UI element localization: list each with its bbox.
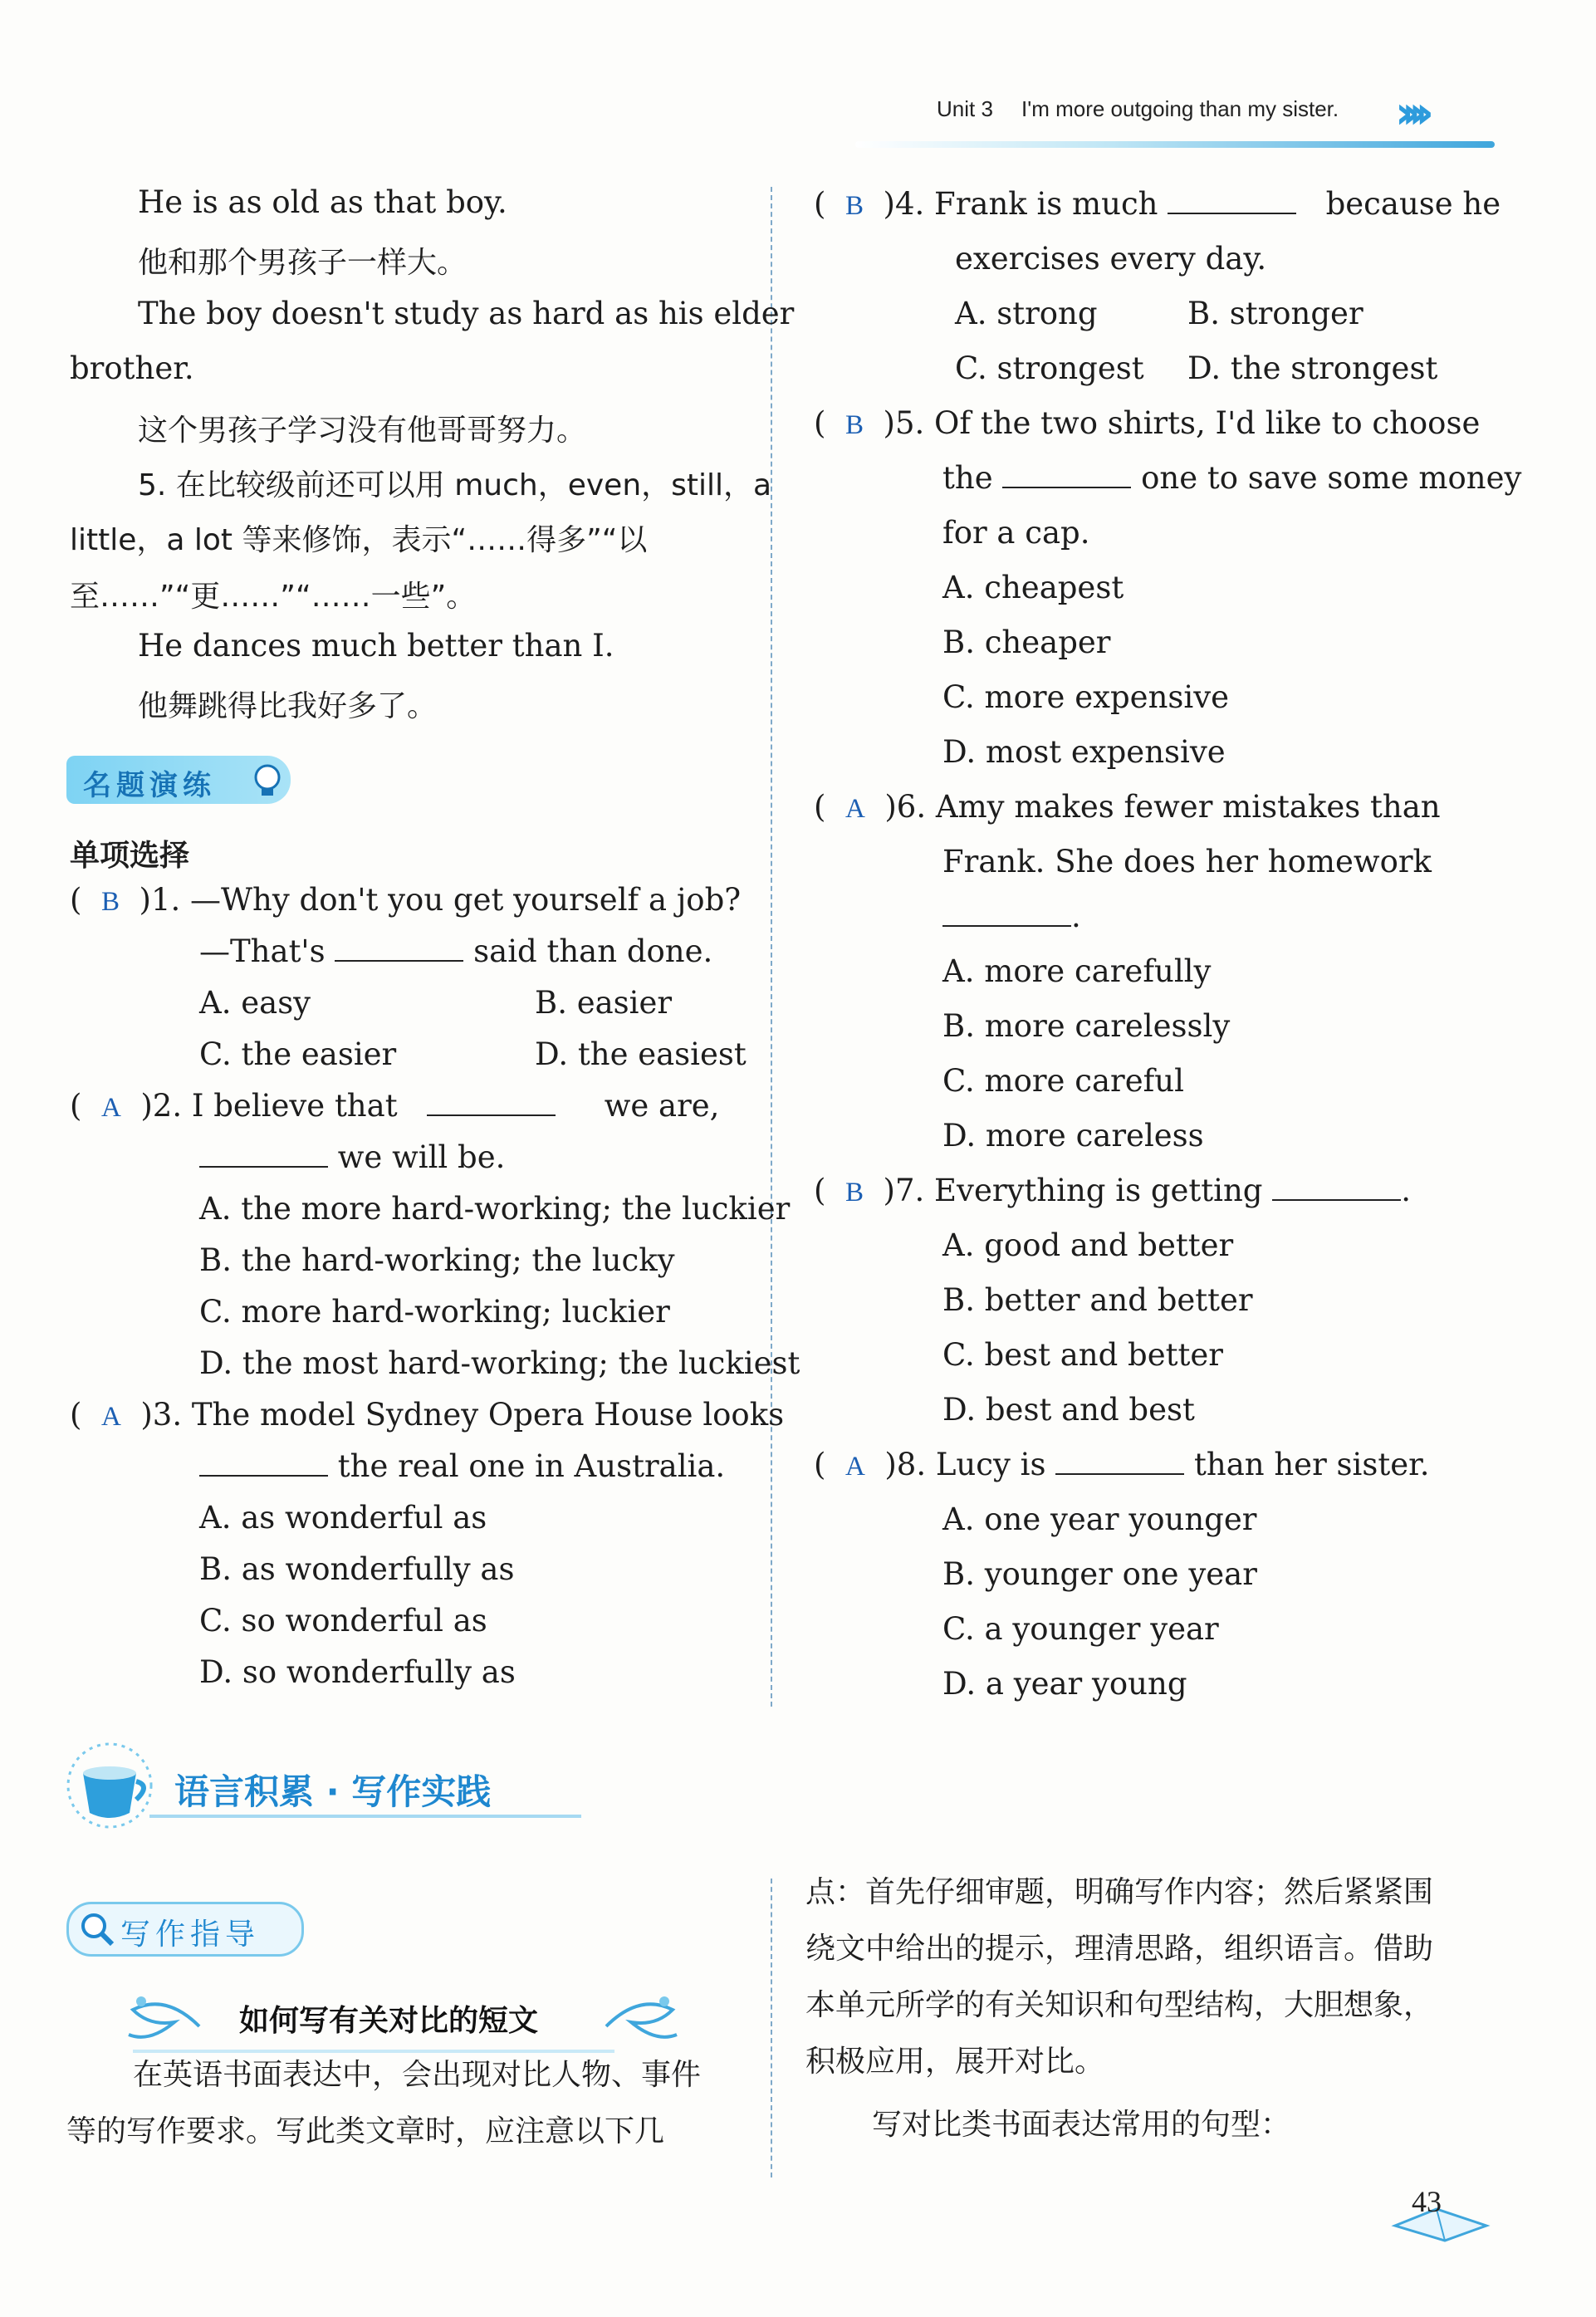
option-4d[interactable]: D. the strongest	[1187, 350, 1438, 386]
option-1b[interactable]: B. easier	[535, 985, 673, 1021]
option-6a[interactable]: A. more carefully	[942, 953, 1212, 989]
question-4: ( B )4. Frank is much because he	[814, 186, 1501, 222]
question-6-line3: .	[942, 899, 1081, 935]
question-6: ( A )6. Amy makes fewer mistakes than	[814, 789, 1441, 825]
option-4a[interactable]: A. strong	[955, 296, 1098, 331]
option-7c[interactable]: C. best and better	[942, 1337, 1223, 1373]
option-2c[interactable]: C. more hard-working; luckier	[199, 1294, 670, 1330]
magnifier-icon	[77, 1909, 115, 1947]
left-flourish-icon	[116, 1977, 208, 2051]
question-8: ( A )8. Lucy is than her sister.	[814, 1447, 1430, 1482]
writing-right-line3: 本单元所学的有关知识和句型结构，大胆想象，	[805, 1988, 1434, 2022]
option-8d[interactable]: D. a year young	[942, 1666, 1187, 1702]
answer-8: A	[845, 1452, 865, 1482]
page-number: 43	[1412, 2185, 1442, 2218]
question-1-line2: —That's said than done.	[199, 933, 713, 969]
option-5b[interactable]: B. cheaper	[942, 625, 1111, 660]
option-1d[interactable]: D. the easiest	[535, 1036, 747, 1072]
example-cn-2: 这个男孩子学习没有他哥哥努力。	[138, 414, 587, 448]
question-5-line2: the one to save some money	[942, 460, 1522, 496]
option-1a[interactable]: A. easy	[199, 985, 311, 1021]
right-flourish-icon	[598, 1977, 689, 2051]
option-1c[interactable]: C. the easier	[199, 1036, 397, 1072]
rule-5-line1: 5. 在比较级前还可以用 much，even，still，a	[138, 468, 772, 502]
answer-7: B	[845, 1178, 864, 1207]
example-en-3: He dances much better than I.	[138, 628, 614, 664]
example-cn-3: 他舞跳得比我好多了。	[138, 689, 438, 723]
section2-title: 语言积累 · 写作实践	[174, 1771, 492, 1812]
practice-tag-label: 名题演练	[83, 769, 216, 802]
unit-label: Unit 3	[937, 96, 993, 121]
example-en-2a: The boy doesn't study as hard as his elder	[138, 296, 795, 331]
option-4b[interactable]: B. stronger	[1187, 296, 1363, 331]
option-3d[interactable]: D. so wonderfully as	[199, 1654, 516, 1690]
option-3b[interactable]: B. as wonderfully as	[199, 1551, 515, 1587]
option-5c[interactable]: C. more expensive	[942, 679, 1230, 715]
writing-left-line2: 等的写作要求。写此类文章时，应注意以下几	[66, 2114, 665, 2148]
question-3-line2: the real one in Australia.	[199, 1448, 725, 1485]
option-4c[interactable]: C. strongest	[955, 350, 1144, 386]
question-3: ( A )3. The model Sydney Opera House looks	[70, 1397, 785, 1433]
chevron-right-icon: ››››	[1395, 86, 1423, 139]
option-2d[interactable]: D. the most hard-working; the luckiest	[199, 1345, 800, 1381]
example-cn-1: 他和那个男孩子一样大。	[138, 246, 468, 280]
section2-rule	[149, 1815, 581, 1818]
question-1: ( B )1. —Why don't you get yourself a job?	[70, 882, 742, 918]
answer-4: B	[845, 191, 864, 221]
writing-heading: 如何写有关对比的短文	[239, 2004, 539, 2038]
rule-5-line2: little，a lot 等来修饰，表示“……得多”“以	[70, 523, 648, 557]
answer-6: A	[845, 794, 865, 824]
rule-5-line3: 至……”“更……”“……一些”。	[70, 580, 477, 614]
option-7a[interactable]: A. good and better	[942, 1227, 1234, 1263]
option-7b[interactable]: B. better and better	[942, 1282, 1253, 1318]
question-5: ( B )5. Of the two shirts, I'd like to choose	[814, 405, 1481, 441]
option-6b[interactable]: B. more carelessly	[942, 1008, 1231, 1044]
section-label: 单项选择	[70, 839, 190, 873]
header-rule	[855, 141, 1495, 148]
option-5a[interactable]: A. cheapest	[942, 570, 1124, 605]
option-6c[interactable]: C. more careful	[942, 1063, 1184, 1099]
writing-right-line4: 积极应用，展开对比。	[805, 2045, 1105, 2079]
writing-left-line1: 在英语书面表达中，会出现对比人物、事件	[133, 2058, 702, 2092]
option-8c[interactable]: C. a younger year	[942, 1611, 1219, 1647]
option-6d[interactable]: D. more careless	[942, 1118, 1204, 1154]
option-7d[interactable]: D. best and best	[942, 1392, 1195, 1428]
answer-3: A	[100, 1402, 121, 1432]
column-divider	[771, 187, 772, 1707]
writing-right-line5: 写对比类书面表达常用的句型：	[872, 2108, 1291, 2142]
question-5-line3: for a cap.	[942, 515, 1090, 551]
question-6-line2: Frank. She does her homework	[942, 844, 1432, 879]
writing-right-line1: 点：首先仔细审题，明确写作内容；然后紧紧围	[805, 1875, 1434, 1909]
unit-title: I'm more outgoing than my sister.	[1021, 96, 1339, 121]
practice-tag	[66, 756, 291, 804]
question-2: ( A )2. I believe that we are,	[70, 1088, 720, 1124]
option-2b[interactable]: B. the hard-working; the lucky	[199, 1242, 675, 1278]
column-divider-lower	[771, 1879, 772, 2177]
question-4-line2: exercises every day.	[955, 241, 1267, 277]
teacup-icon	[60, 1740, 159, 1831]
answer-2: A	[100, 1093, 121, 1123]
writing-right-line2: 绕文中给出的提示，理清思路，组织语言。借助	[805, 1932, 1434, 1966]
example-en-1: He is as old as that boy.	[138, 184, 507, 220]
question-7: ( B )7. Everything is getting .	[814, 1173, 1412, 1208]
option-3a[interactable]: A. as wonderful as	[199, 1500, 487, 1536]
question-2-line2: we will be.	[199, 1139, 505, 1176]
answer-5: B	[845, 410, 864, 440]
option-2a[interactable]: A. the more hard-working; the luckier	[199, 1191, 791, 1227]
writing-guide-tag	[66, 1902, 304, 1957]
option-3c[interactable]: C. so wonderful as	[199, 1603, 487, 1639]
answer-1: B	[100, 887, 120, 917]
option-8b[interactable]: B. younger one year	[942, 1556, 1257, 1592]
lightbulb-icon	[249, 761, 287, 801]
option-8a[interactable]: A. one year younger	[942, 1501, 1257, 1537]
example-en-2b: brother.	[70, 350, 194, 386]
writing-guide-label: 写作指导	[120, 1918, 261, 1952]
option-5d[interactable]: D. most expensive	[942, 734, 1226, 770]
